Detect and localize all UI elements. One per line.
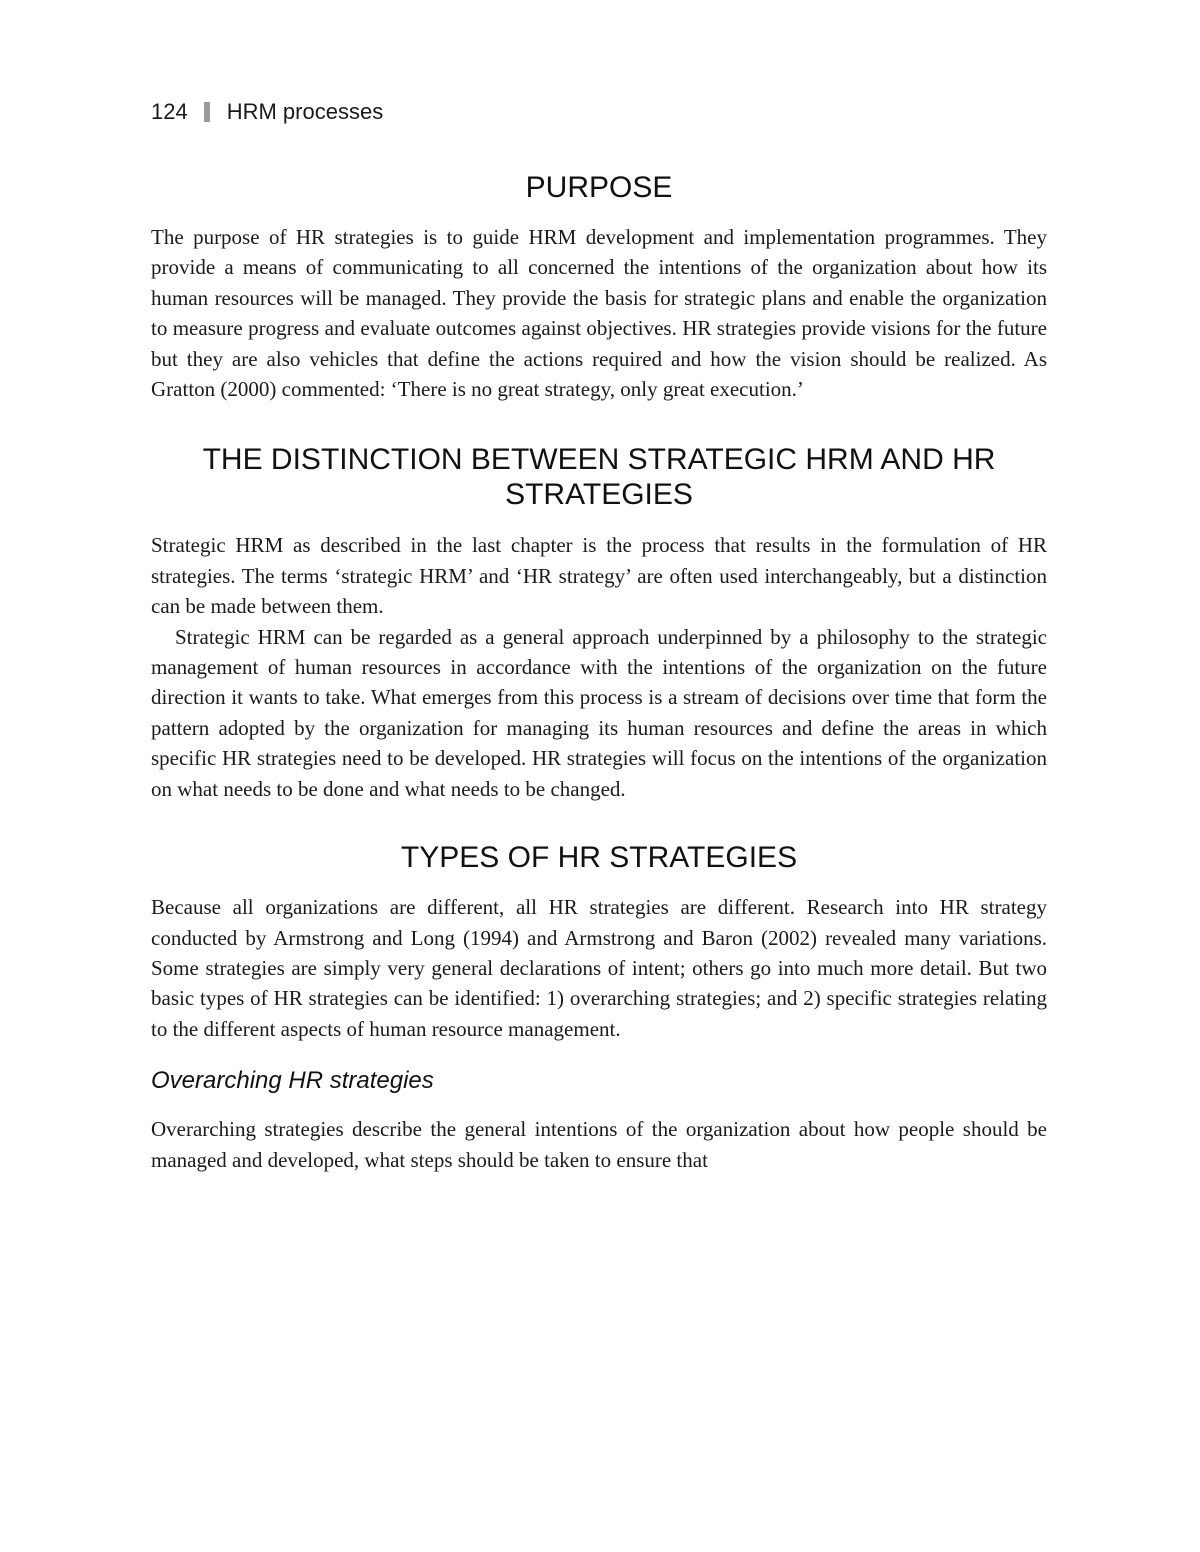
subsection-heading-overarching: Overarching HR strategies — [151, 1067, 434, 1095]
chapter-title: HRM processes — [226, 99, 384, 124]
book-page — [151, 96, 1047, 1175]
paragraph-purpose: The purpose of HR strategies is to guide HRM development and implementation programmes. They provide a means of communicating to all concerned the intentions of the organization about how its human resources will be managed. They provide the basis for strategic plans and enable the organization to measure progress and evaluate outcomes against objectives. HR strategies provide visions for the future but they are also vehicles that define the actions required and how the vision should be realized. As Gratton (2000) commented: ‘There is no great strategy, only great execution.’ — [151, 225, 1047, 402]
running-head — [151, 96, 1047, 128]
paragraph-types: Because all organizations are different, all HR strategies are different. Research into HR strategy conducted by Armstrong and Long (1994) and Armstrong and Baron (2002) revealed many variations. Some strategies are simply very general declarations of intent; others go into much more detail. But two basic types of HR strategies can be identified: 1) overarching strategies; and 2) specific strategies relating to the different aspects of human resource management. — [151, 895, 1047, 1041]
paragraph-distinction-1: Strategic HRM as described in the last chapter is the process that results in the formulation of HR strategies. The terms ‘strategic HRM’ and ‘HR strategy’ are often used interchangeably, but a distinction can be made between them. — [151, 533, 1047, 619]
section-heading-purpose: PURPOSE — [525, 171, 673, 204]
page-number: 124 — [151, 99, 188, 124]
running-head-separator — [204, 102, 210, 122]
paragraph-distinction-2: Strategic HRM can be regarded as a general approach underpinned by a philosophy to the strategic management of human resources in accordance with the intentions of the organization on the future direction it wants to take. What emerges from this process is a stream of decisions over time that form the pattern adopted by the organization for managing its human resources and define the areas in which specific HR strategies need to be developed. HR strategies will focus on the intentions of the organization on what needs to be done and what needs to be changed. — [151, 624, 1047, 801]
section-heading-types: TYPES OF HR STRATEGIES — [400, 841, 798, 875]
section-heading-distinction: THE DISTINCTION BETWEEN STRATEGIC HRM AND HR STRATEGIES — [202, 443, 996, 512]
paragraph-overarching: Overarching strategies describe the general intentions of the organization about how people should be managed and developed, what steps should be taken to ensure that — [151, 1117, 1047, 1172]
